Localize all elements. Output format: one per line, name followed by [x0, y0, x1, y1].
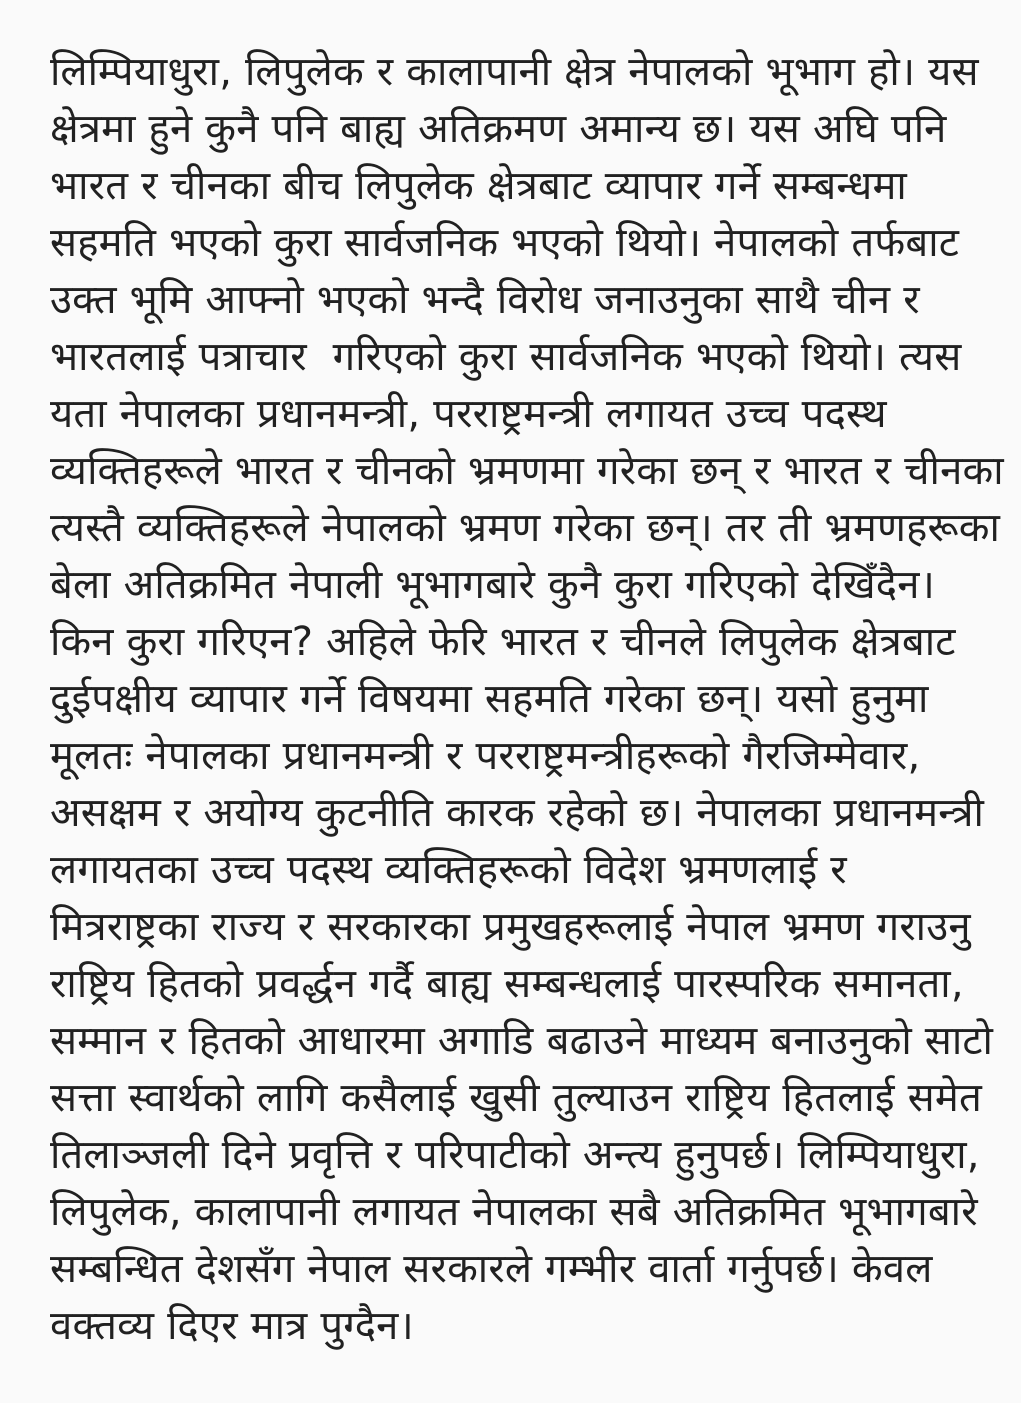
text-line: बेला अतिक्रमित नेपाली भूभागबारे कुनै कुरा गरिएको देखिँदैन।	[50, 562, 936, 608]
text-line: मित्रराष्ट्रका राज्य र सरकारका प्रमुखहरूलाई नेपाल भ्रमण गराउनु	[50, 904, 971, 950]
text-line: लिम्पियाधुरा, लिपुलेक र कालापानी क्षेत्र नेपालको भूभाग हो। यस	[50, 49, 979, 95]
text-line: क्षेत्रमा हुने कुनै पनि बाह्य अतिक्रमण अमान्य छ। यस अघि पनि	[50, 106, 947, 152]
text-line: दुईपक्षीय व्यापार गर्ने विषयमा सहमति गरेका छन्। यसो हुनुमा	[50, 676, 929, 722]
text-line: लगायतका उच्च पदस्थ व्यक्तिहरूको विदेश भ्रमणलाई र	[50, 847, 847, 893]
text-line: त्यस्तै व्यक्तिहरूले नेपालको भ्रमण गरेका छन्। तर ती भ्रमणहरूका	[50, 505, 1001, 551]
text-line: वक्तव्य दिएर मात्र पुग्दैन।	[50, 1303, 414, 1349]
text-line: राष्ट्रिय हितको प्रवर्द्धन गर्दै बाह्य सम्बन्धलाई पारस्परिक समानता,	[50, 961, 964, 1007]
text-line: सत्ता स्वार्थको लागि कसैलाई खुसी तुल्याउन राष्ट्रिय हितलाई समेत	[50, 1075, 982, 1121]
text-line: असक्षम र अयोग्य कुटनीति कारक रहेको छ। नेपालका प्रधानमन्त्री	[50, 790, 985, 836]
text-line: भारतलाई पत्राचार गरिएको कुरा सार्वजनिक भएको थियो। त्यस	[50, 334, 962, 380]
text-line: उक्त भूमि आफ्नो भएको भन्दै विरोध जनाउनुका साथै चीन र	[50, 277, 920, 323]
text-line: व्यक्तिहरूले भारत र चीनको भ्रमणमा गरेका छन् र भारत र चीनका	[50, 448, 1004, 494]
text-line: तिलाञ्जली दिने प्रवृत्ति र परिपाटीको अन्त्य हुनुपर्छ। लिम्पियाधुरा,	[50, 1132, 980, 1178]
text-line: सम्मान र हितको आधारमा अगाडि बढाउने माध्यम बनाउनुको साटो	[50, 1018, 994, 1064]
text-line: भारत र चीनका बीच लिपुलेक क्षेत्रबाट व्यापार गर्ने सम्बन्धमा	[50, 163, 907, 209]
text-line: सहमति भएको कुरा सार्वजनिक भएको थियो। नेपालको तर्फबाट	[50, 220, 960, 266]
article-text	[50, 44, 1004, 1355]
text-line: यता नेपालका प्रधानमन्त्री, परराष्ट्रमन्त्री लगायत उच्च पदस्थ	[50, 391, 887, 437]
text-line: किन कुरा गरिएन? अहिले फेरि भारत र चीनले लिपुलेक क्षेत्रबाट	[50, 619, 956, 665]
text-line: लिपुलेक, कालापानी लगायत नेपालका सबै अतिक्रमित भूभागबारे	[50, 1189, 978, 1235]
text-line: मूलतः नेपालका प्रधानमन्त्री र परराष्ट्रमन्त्रीहरूको गैरजिम्मेवार,	[50, 733, 921, 779]
text-line: सम्बन्धित देशसँग नेपाल सरकारले गम्भीर वार्ता गर्नुपर्छ। केवल	[50, 1246, 933, 1292]
